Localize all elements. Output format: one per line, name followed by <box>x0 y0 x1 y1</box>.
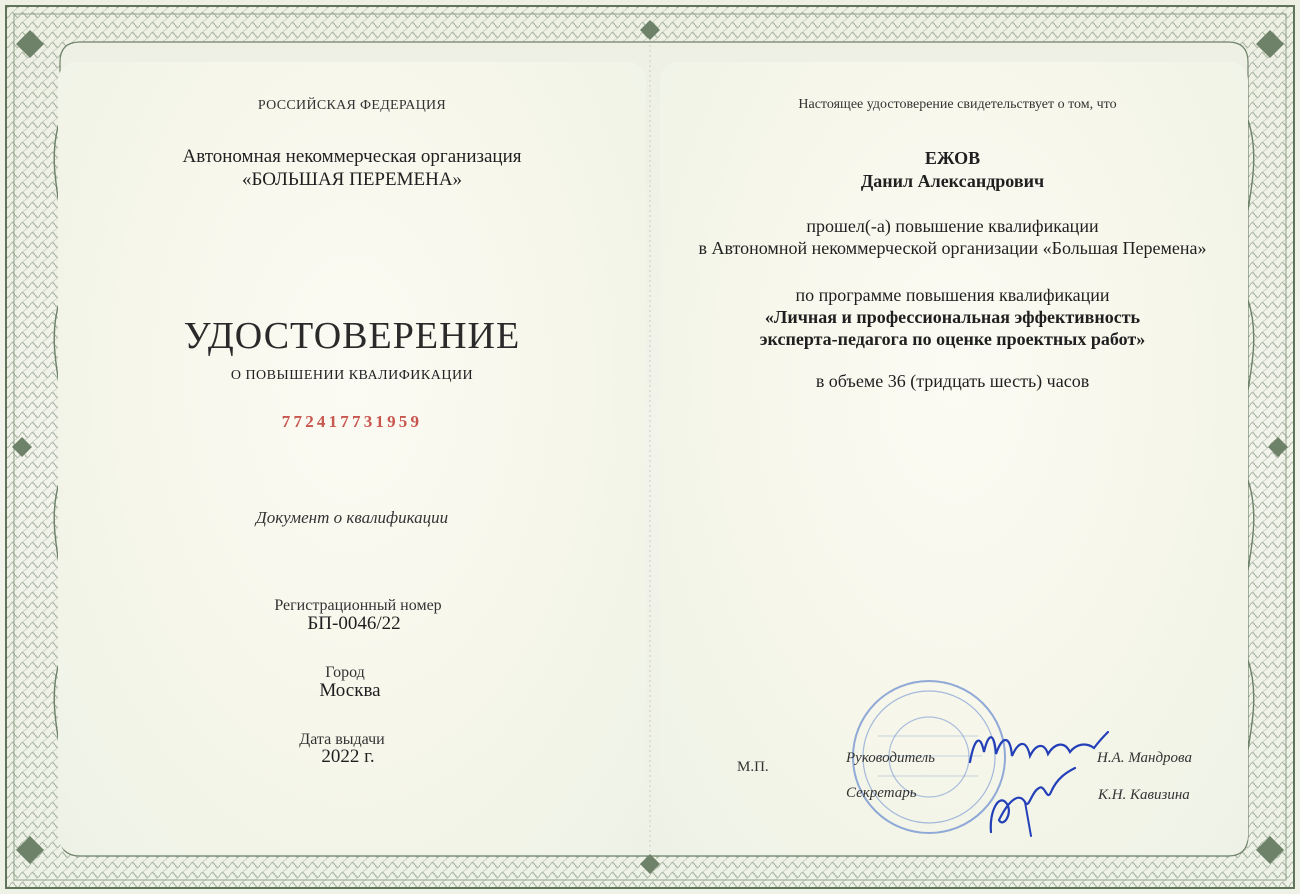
organization-name-line1: Автономная некоммерческая организация <box>182 146 522 167</box>
registration-label: Регистрационный номер <box>274 597 442 614</box>
city-value: Москва <box>319 680 381 701</box>
country-heading: РОССИЙСКАЯ ФЕДЕРАЦИЯ <box>257 98 447 113</box>
head-name: Н.А. Мандрова <box>1097 750 1192 766</box>
holder-given-names: Данил Александрович <box>860 171 1045 191</box>
completed-line2: в Автономной некоммерческой организации «Большая Перемена» <box>698 238 1207 258</box>
registration-number: БП-0046/22 <box>307 613 401 634</box>
secretary-role-label: Секретарь <box>846 785 917 801</box>
certifies-intro: Настоящее удостоверение свидетельствует о том, что <box>798 97 1117 112</box>
completed-line1: прошел(-а) повышение квалификации <box>806 216 1099 236</box>
secretary-signature <box>985 762 1080 842</box>
issue-date-value: 2022 г. <box>321 746 375 767</box>
head-role-label: Руководитель <box>846 750 935 766</box>
document-subtitle: О ПОВЫШЕНИИ КВАЛИФИКАЦИИ <box>230 368 474 383</box>
program-intro: по программе повышения квалификации <box>795 285 1110 305</box>
holder-surname: ЕЖОВ <box>924 148 981 168</box>
serial-number: 772417731959 <box>281 412 423 431</box>
issue-date-label: Дата выдачи <box>299 731 385 748</box>
document-title: УДОСТОВЕРЕНИЕ <box>183 315 521 357</box>
seal-placeholder-label: М.П. <box>737 759 769 775</box>
city-label: Город <box>325 664 365 681</box>
program-title-line2: эксперта-педагога по оценке проектных работ» <box>759 329 1146 349</box>
program-title-line1: «Личная и профессиональная эффективность <box>764 307 1141 327</box>
organization-name-line2: «БОЛЬШАЯ ПЕРЕМЕНА» <box>241 169 463 190</box>
course-volume: в объеме 36 (тридцать шесть) часов <box>815 371 1090 391</box>
document-type: Документ о квалификации <box>255 508 449 527</box>
secretary-name: К.Н. Кавизина <box>1098 787 1190 803</box>
